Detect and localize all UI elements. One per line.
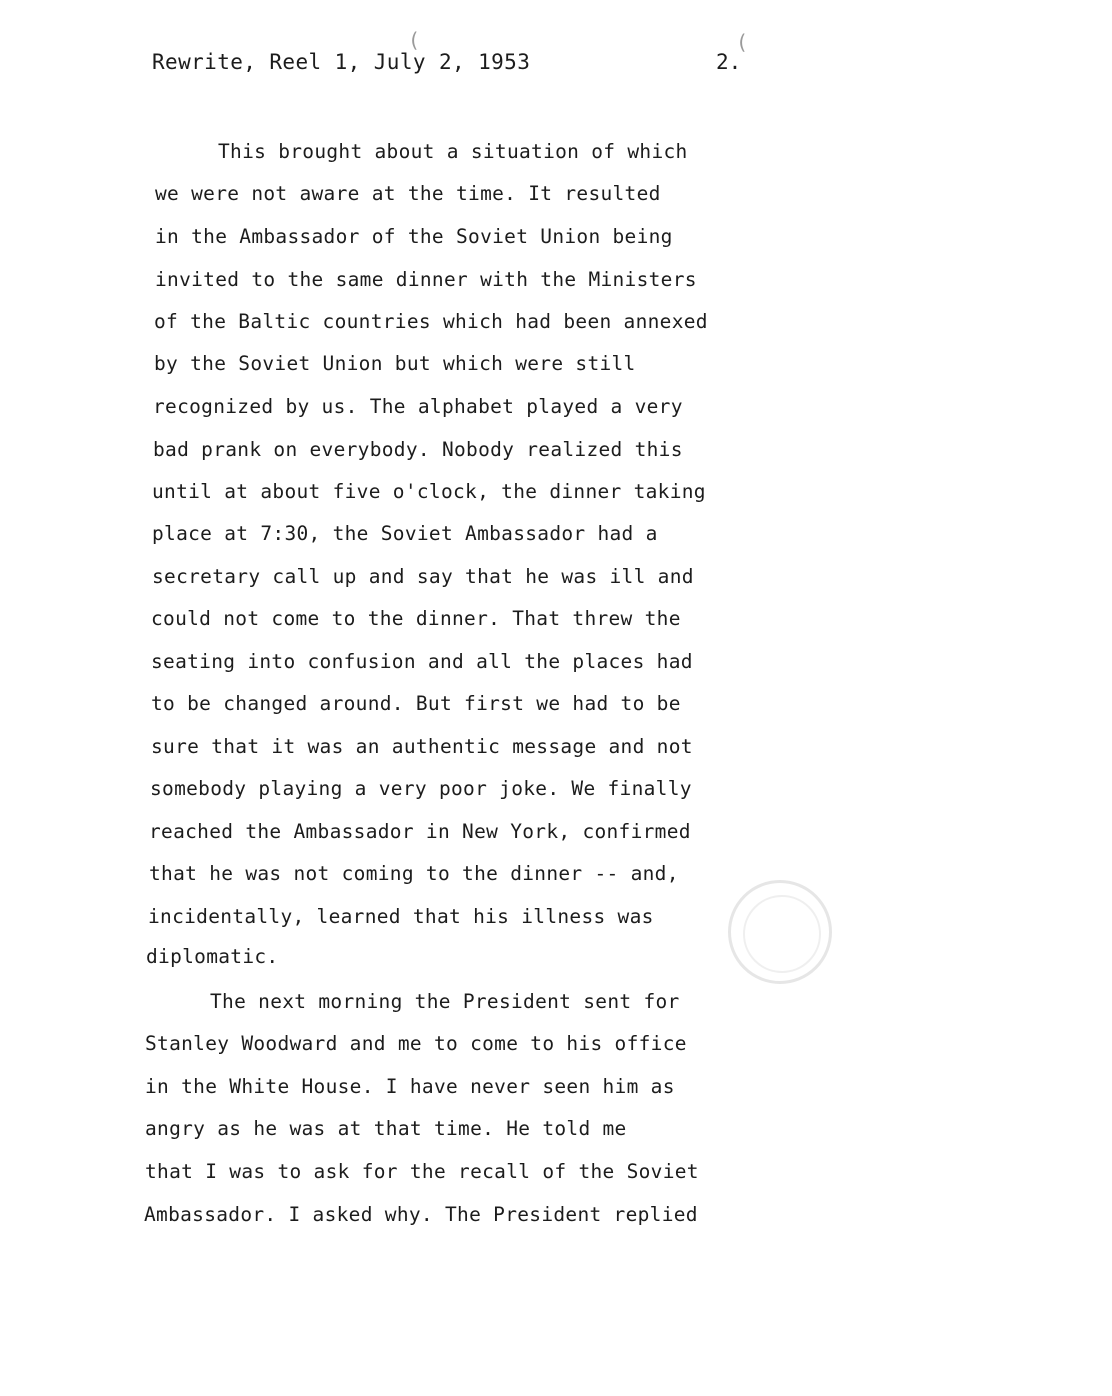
text-line: that I was to ask for the recall of the Soviet [145,1160,699,1183]
text-line: of the Baltic countries which had been annexed [154,310,708,333]
text-line: recognized by us. The alphabet played a very [153,395,683,418]
archive-stamp-seal [728,880,832,984]
text-line: Stanley Woodward and me to come to his office [145,1032,687,1055]
text-line: sure that it was an authentic message and not [151,735,693,758]
text-line: in the White House. I have never seen him as [145,1075,675,1098]
text-line: incidentally, learned that his illness was [148,905,654,928]
text-line: in the Ambassador of the Soviet Union being [155,225,673,248]
text-line: seating into confusion and all the places had [151,650,693,673]
text-line: to be changed around. But first we had to be [151,692,681,715]
text-line: secretary call up and say that he was ill and [152,565,694,588]
document-header: Rewrite, Reel 1, July 2, 1953 [152,50,531,74]
text-line: bad prank on everybody. Nobody realized this [153,438,683,461]
text-line: by the Soviet Union but which were still [154,352,636,375]
margin-mark-top: ( [408,28,421,52]
text-line: that he was not coming to the dinner -- and, [149,862,679,885]
margin-mark-top-right: ( [736,30,749,54]
text-line: diplomatic. [146,945,279,968]
page-number: 2. [716,50,742,74]
text-line: invited to the same dinner with the Ministers [155,268,697,291]
text-line: place at 7:30, the Soviet Ambassador had a [152,522,658,545]
text-line: until at about five o'clock, the dinner taking [152,480,706,503]
text-line: could not come to the dinner. That threw the [151,607,681,630]
text-line: The next morning the President sent for [210,990,680,1013]
text-line: Ambassador. I asked why. The President replied [144,1203,698,1226]
text-line: This brought about a situation of which [218,140,688,163]
text-line: somebody playing a very poor joke. We finally [150,777,692,800]
text-line: reached the Ambassador in New York, confirmed [149,820,691,843]
text-line: we were not aware at the time. It resulted [155,182,661,205]
text-line: angry as he was at that time. He told me [145,1117,627,1140]
